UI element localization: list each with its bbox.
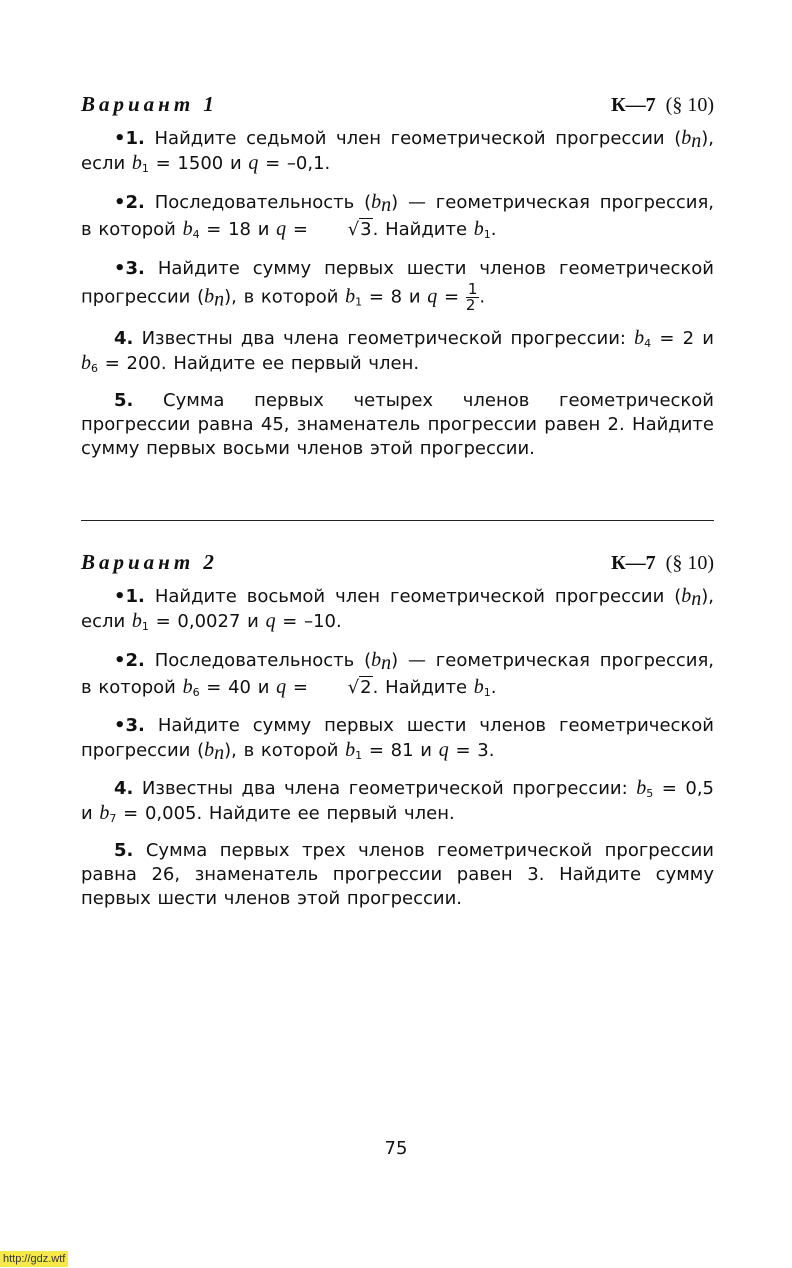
variant-2-title: Вариант 2: [81, 550, 218, 574]
variant-1-task-4: 4. Известны два члена геометрической прогрессии: $b_4 = 2$ и $b_6 = 200$. Найдите ее первый член.: [81, 327, 715, 375]
watermark-link[interactable]: http://gdz.wtf: [0, 1251, 68, 1267]
sqrt-expression: √3: [347, 219, 372, 240]
variant-1-code: К—7 (§ 10): [611, 94, 714, 116]
variant-2-task-4: 4. Известны два члена геометрической прогрессии: $b_5 = 0,5$ и $b_7 = 0,005$. Найдите ее первый член.: [81, 777, 715, 825]
variant-2-section: [81, 550, 714, 924]
variant-1-task-2: •2. Последовательность $(b_n)$ — геометрическая прогрессия, в которой $b_4 = 18$ и q = √3. Найдите $b_1$.: [81, 191, 714, 241]
variant-2-task-2: •2. Последовательность $(b_n)$ — геометрическая прогрессия, в которой $b_6 = 40$ и q = √2. Найдите $b_1$.: [81, 649, 714, 699]
variant-2-code: К—7 (§ 10): [611, 552, 714, 574]
variant-1-task-5: 5. Сумма первых четырех членов геометрической прогрессии равна 45, знаменатель прогрессии равен 2. Найдите сумму первых восьми членов этой прогрессии.: [81, 390, 714, 459]
variant-1-section: [81, 92, 714, 474]
variant-2-task-1: •1. Найдите восьмой член геометрической прогрессии $(b_n)$, если $b_1 = 0,0027$ и q = –10.: [81, 585, 714, 633]
fraction-one-half: $\frac{1}{2}$: [465, 280, 478, 314]
variant-2-task-3: •3. Найдите сумму первых шести членов геометрической прогрессии $(b_n)$, в которой $b_1 = 81$ и q = 3.: [81, 715, 714, 764]
section-divider: [81, 520, 714, 521]
variant-2-header: [81, 550, 714, 584]
sqrt-expression: √2: [347, 677, 372, 698]
variant-1-header: [81, 92, 714, 126]
variant-1-task-1: •1. Найдите седьмой член геометрической прогрессии $(b_n)$, если $b_1 = 1500$ и q = –0,1.: [81, 127, 714, 175]
variant-1-title: Вариант 1: [81, 92, 218, 116]
variant-2-task-5: 5. Сумма первых трех членов геометрической прогрессии равна 26, знаменатель прогрессии равен 3. Найдите сумму первых шести членов этой прогрессии.: [81, 840, 714, 909]
variant-1-task-3: •3. Найдите сумму первых шести членов геометрической прогрессии $(b_n)$, в которой $b_1 = 8$ и q = $\frac{1}{2}$ .: [81, 258, 714, 314]
page-number: 75: [384, 1138, 408, 1159]
